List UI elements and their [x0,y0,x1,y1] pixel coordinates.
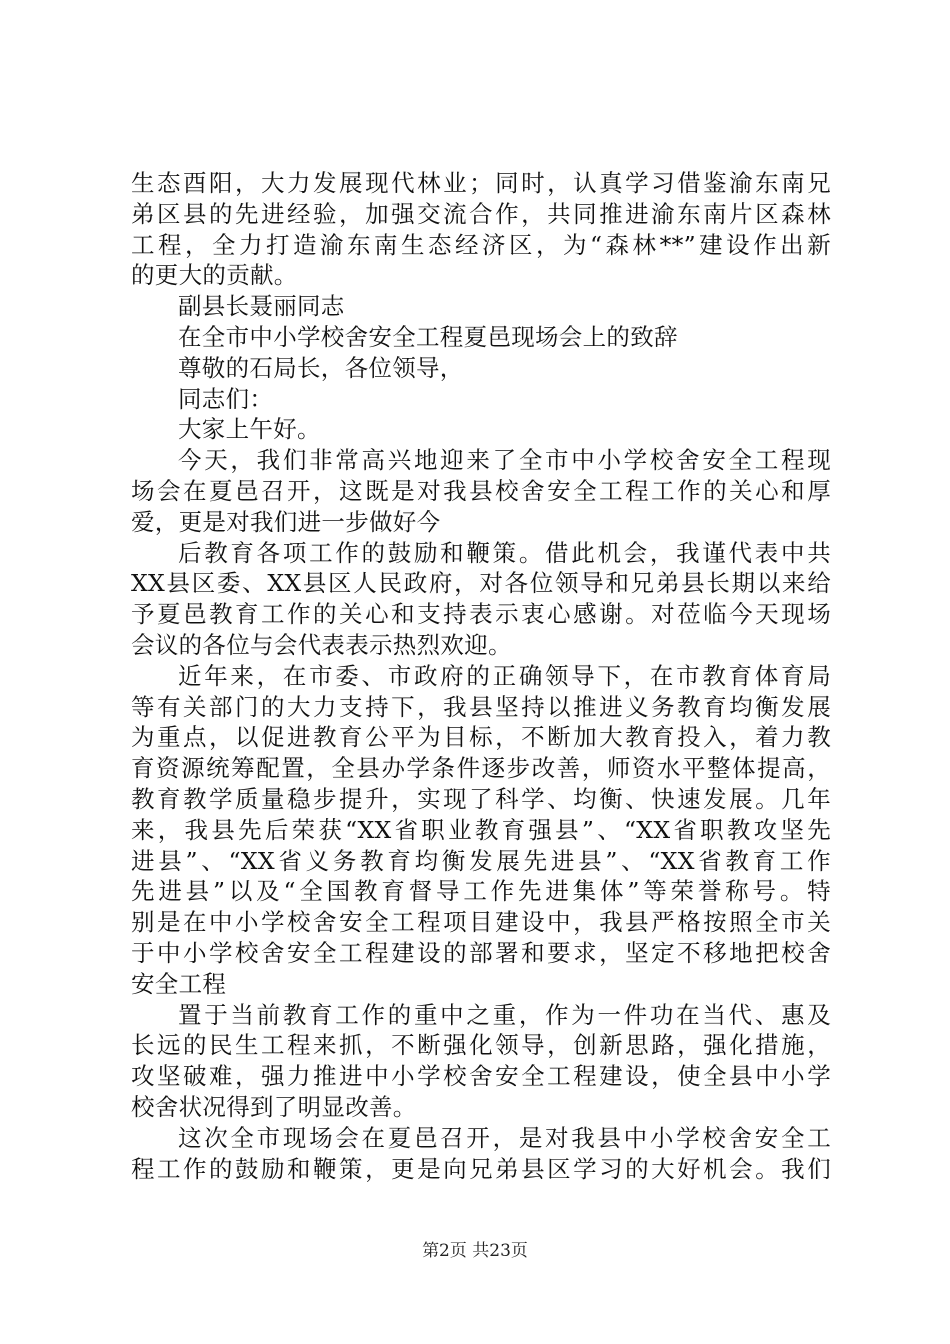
text-line: 近年来，在市委、市政府的正确领导下，在市教育体育局 [178,661,831,690]
text-line: 来，我县先后荣获“XX省职业教育强县”、“XX省职教攻坚先 [131,815,831,844]
text-line: 先进县”以及“全国教育督导工作先进集体”等荣誉称号。特 [131,877,831,906]
text-line: 别是在中小学校舍安全工程项目建设中，我县严格按照全市关 [131,908,831,937]
text-line: 安全工程 [131,969,227,998]
text-line: 攻坚破难，强力推进中小学校舍安全工程建设，使全县中小学 [131,1062,831,1091]
text-line: 后教育各项工作的鼓励和鞭策。借此机会，我谨代表中共 [178,538,831,567]
salutation-line: 同志们： [178,384,274,413]
greeting-line: 大家上午好。 [178,415,321,444]
speaker-line: 副县长聂丽同志 [178,292,345,321]
page-number: 第2页 共23页 [422,1241,528,1261]
text-line: 教育教学质量稳步提升，实现了科学、均衡、快速发展。几年 [131,784,831,813]
text-line: XX县区委、XX县区人民政府，对各位领导和兄弟县长期以来给 [131,569,831,598]
text-line: 校舍状况得到了明显改善。 [131,1092,417,1121]
text-line: 工程，全力打造渝东南生态经济区，为“森林**”建设作出新 [131,230,831,259]
text-line: 长远的民生工程来抓，不断强化领导，创新思路，强化措施， [131,1031,831,1060]
text-line: 置于当前教育工作的重中之重，作为一件功在当代、惠及 [178,1000,831,1029]
speech-title: 在全市中小学校舍安全工程夏邑现场会上的致辞 [178,322,678,351]
text-line: 于中小学校舍安全工程建设的部署和要求，坚定不移地把校舍 [131,938,831,967]
text-line: 育资源统筹配置，全县办学条件逐步改善，师资水平整体提高， [131,754,831,783]
document-body [131,168,831,1184]
text-line: 这次全市现场会在夏邑召开，是对我县中小学校舍安全工 [178,1123,831,1152]
text-line: 生态酉阳，大力发展现代林业；同时，认真学习借鉴渝东南兄 [131,169,831,197]
text-line: 进县”、“XX省义务教育均衡发展先进县”、“XX省教育工作 [131,846,831,875]
text-line: 弟区县的先进经验，加强交流合作，共同推进渝东南片区森林 [131,199,831,228]
text-line: 的更大的贡献。 [131,261,298,290]
text-line: 程工作的鼓励和鞭策，更是向兄弟县区学习的大好机会。我们 [131,1154,831,1183]
salutation-line: 尊敬的石局长，各位领导， [178,353,464,382]
text-line: 等有关部门的大力支持下，我县坚持以推进义务教育均衡发展 [131,692,831,721]
text-line: 为重点，以促进教育公平为目标，不断加大教育投入，着力教 [131,723,831,752]
text-line: 爱，更是对我们进一步做好今 [131,507,441,536]
text-line: 会议的各位与会代表表示热烈欢迎。 [131,630,512,659]
text-line: 今天，我们非常高兴地迎来了全市中小学校舍安全工程现 [178,446,831,475]
text-line: 予夏邑教育工作的关心和支持表示衷心感谢。对莅临今天现场 [131,600,831,629]
text-line: 场会在夏邑召开，这既是对我县校舍安全工程工作的关心和厚 [131,476,831,505]
